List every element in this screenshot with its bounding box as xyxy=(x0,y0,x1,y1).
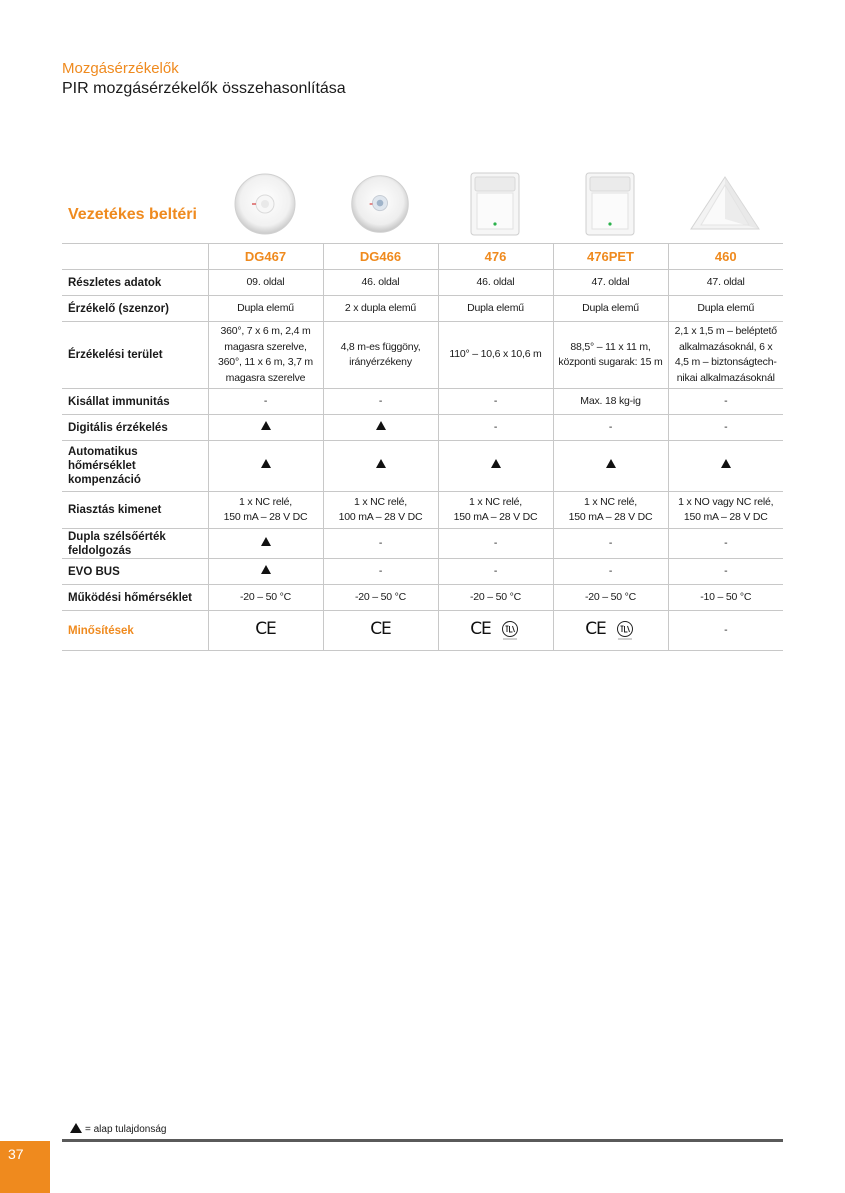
certification-cell: - xyxy=(668,611,783,651)
legend-text: = alap tulajdonság xyxy=(85,1124,167,1135)
table-cell: 360°, 7 x 6 m, 2,4 m magasra szerelve, 360°, 11 x 6 m, 3,7 m magasra szerelve xyxy=(208,322,323,389)
header-empty xyxy=(62,244,208,270)
table-cell: 1 x NC relé, 100 mA – 28 V DC xyxy=(323,492,438,529)
ceiling-detector-icon xyxy=(347,171,413,237)
product-image-476 xyxy=(437,166,552,242)
table-cell: - xyxy=(668,559,783,585)
table-cell: 09. oldal xyxy=(208,270,323,296)
table-cell: Dupla elemű xyxy=(553,296,668,322)
page-number: 37 xyxy=(8,1146,24,1162)
table-cell: - xyxy=(438,415,553,441)
product-image-dg467 xyxy=(207,166,322,242)
triangle-icon xyxy=(261,537,271,546)
triangle-icon xyxy=(261,565,271,574)
table-cell: - xyxy=(668,415,783,441)
table-row xyxy=(62,441,783,492)
etl-listed-icon xyxy=(614,620,636,642)
triangle-icon xyxy=(70,1123,82,1133)
row-label: Dupla szélsőérték feldolgozás xyxy=(62,529,208,559)
comparison-table xyxy=(62,243,783,651)
feature-cell xyxy=(208,415,323,441)
feature-cell xyxy=(553,441,668,492)
table-cell: -20 – 50 °C xyxy=(553,585,668,611)
table-cell: - xyxy=(668,389,783,415)
row-label: Működési hőmérséklet xyxy=(62,585,208,611)
table-row xyxy=(62,415,783,441)
row-label: Automatikus hőmérséklet kompenzáció xyxy=(62,441,208,492)
table-cell: 110° – 10,6 x 10,6 m xyxy=(438,322,553,389)
table-cell: 1 x NO vagy NC relé, 150 mA – 28 V DC xyxy=(668,492,783,529)
product-image-dg466 xyxy=(322,166,437,242)
table-row xyxy=(62,492,783,529)
triangle-icon xyxy=(721,459,731,468)
feature-cell xyxy=(208,441,323,492)
product-name: 476PET xyxy=(553,244,668,270)
table-cell: -20 – 50 °C xyxy=(438,585,553,611)
wall-detector-icon xyxy=(469,171,521,237)
row-label: Digitális érzékelés xyxy=(62,415,208,441)
table-row xyxy=(62,389,783,415)
table-cell: - xyxy=(438,559,553,585)
certifications-row xyxy=(62,611,783,651)
triangle-icon xyxy=(261,421,271,430)
table-row xyxy=(62,322,783,389)
table-cell: -10 – 50 °C xyxy=(668,585,783,611)
row-label: Részletes adatok xyxy=(62,270,208,296)
table-row xyxy=(62,529,783,559)
row-label: Minősítések xyxy=(62,611,208,651)
table-cell: - xyxy=(553,559,668,585)
product-name: 476 xyxy=(438,244,553,270)
row-label: EVO BUS xyxy=(62,559,208,585)
ce-mark-icon: CE xyxy=(470,618,491,639)
table-cell: 46. oldal xyxy=(438,270,553,296)
certification-cell xyxy=(208,611,323,651)
feature-cell xyxy=(438,441,553,492)
feature-cell xyxy=(323,415,438,441)
table-cell: Dupla elemű xyxy=(208,296,323,322)
table-cell: 1 x NC relé, 150 mA – 28 V DC xyxy=(553,492,668,529)
table-cell: -20 – 50 °C xyxy=(208,585,323,611)
table-cell: - xyxy=(668,529,783,559)
product-name: DG467 xyxy=(208,244,323,270)
table-cell: - xyxy=(438,529,553,559)
table-cell: 47. oldal xyxy=(668,270,783,296)
table-row xyxy=(62,559,783,585)
header-category: Mozgásérzékelők xyxy=(62,60,179,77)
table-cell: 2 x dupla elemű xyxy=(323,296,438,322)
table-cell: - xyxy=(323,389,438,415)
wall-detector-icon xyxy=(584,171,636,237)
row-label: Érzékelő (szenzor) xyxy=(62,296,208,322)
certification-cell xyxy=(438,611,553,651)
table-cell: 4,8 m-es függöny, irányérzékeny xyxy=(323,322,438,389)
ce-mark-icon: CE xyxy=(255,618,276,639)
corner-detector-icon xyxy=(689,175,761,233)
table-cell: - xyxy=(553,529,668,559)
triangle-icon xyxy=(261,459,271,468)
footer-rule xyxy=(62,1139,783,1142)
feature-cell xyxy=(208,559,323,585)
table-cell: - xyxy=(323,529,438,559)
ceiling-detector-icon xyxy=(230,169,300,239)
table-cell: 47. oldal xyxy=(553,270,668,296)
triangle-icon xyxy=(376,459,386,468)
product-header-row xyxy=(62,244,783,270)
table-row xyxy=(62,585,783,611)
product-image-476pet xyxy=(552,166,667,242)
triangle-icon xyxy=(491,459,501,468)
table-cell: - xyxy=(438,389,553,415)
page-title: PIR mozgásérzékelők összehasonlítása xyxy=(62,80,346,97)
product-image-460 xyxy=(667,166,782,242)
legend xyxy=(70,1123,166,1135)
etl-listed-icon xyxy=(499,620,521,642)
table-cell: Dupla elemű xyxy=(668,296,783,322)
product-name: DG466 xyxy=(323,244,438,270)
ce-mark-icon: CE xyxy=(585,618,606,639)
table-cell: - xyxy=(323,559,438,585)
table-cell: - xyxy=(553,415,668,441)
section-title: Vezetékes beltéri xyxy=(68,206,197,223)
table-cell: 2,1 x 1,5 m – beléptető alkalmazásoknál, 6 x 4,5 m – biztonságtech- nikai alkalmazásoknál xyxy=(668,322,783,389)
certification-cell xyxy=(323,611,438,651)
row-label: Kisállat immunitás xyxy=(62,389,208,415)
table-cell: 88,5° – 11 x 11 m, központi sugarak: 15 m xyxy=(553,322,668,389)
triangle-icon xyxy=(606,459,616,468)
table-cell: 46. oldal xyxy=(323,270,438,296)
table-cell: -20 – 50 °C xyxy=(323,585,438,611)
table-row xyxy=(62,270,783,296)
table-cell: 1 x NC relé, 150 mA – 28 V DC xyxy=(438,492,553,529)
feature-cell xyxy=(323,441,438,492)
table-cell: 1 x NC relé, 150 mA – 28 V DC xyxy=(208,492,323,529)
table-row xyxy=(62,296,783,322)
table-cell: - xyxy=(208,389,323,415)
product-name: 460 xyxy=(668,244,783,270)
row-label: Érzékelési terület xyxy=(62,322,208,389)
feature-cell xyxy=(208,529,323,559)
feature-cell xyxy=(668,441,783,492)
table-cell: Dupla elemű xyxy=(438,296,553,322)
triangle-icon xyxy=(376,421,386,430)
ce-mark-icon: CE xyxy=(370,618,391,639)
table-cell: Max. 18 kg-ig xyxy=(553,389,668,415)
row-label: Riasztás kimenet xyxy=(62,492,208,529)
certification-cell xyxy=(553,611,668,651)
